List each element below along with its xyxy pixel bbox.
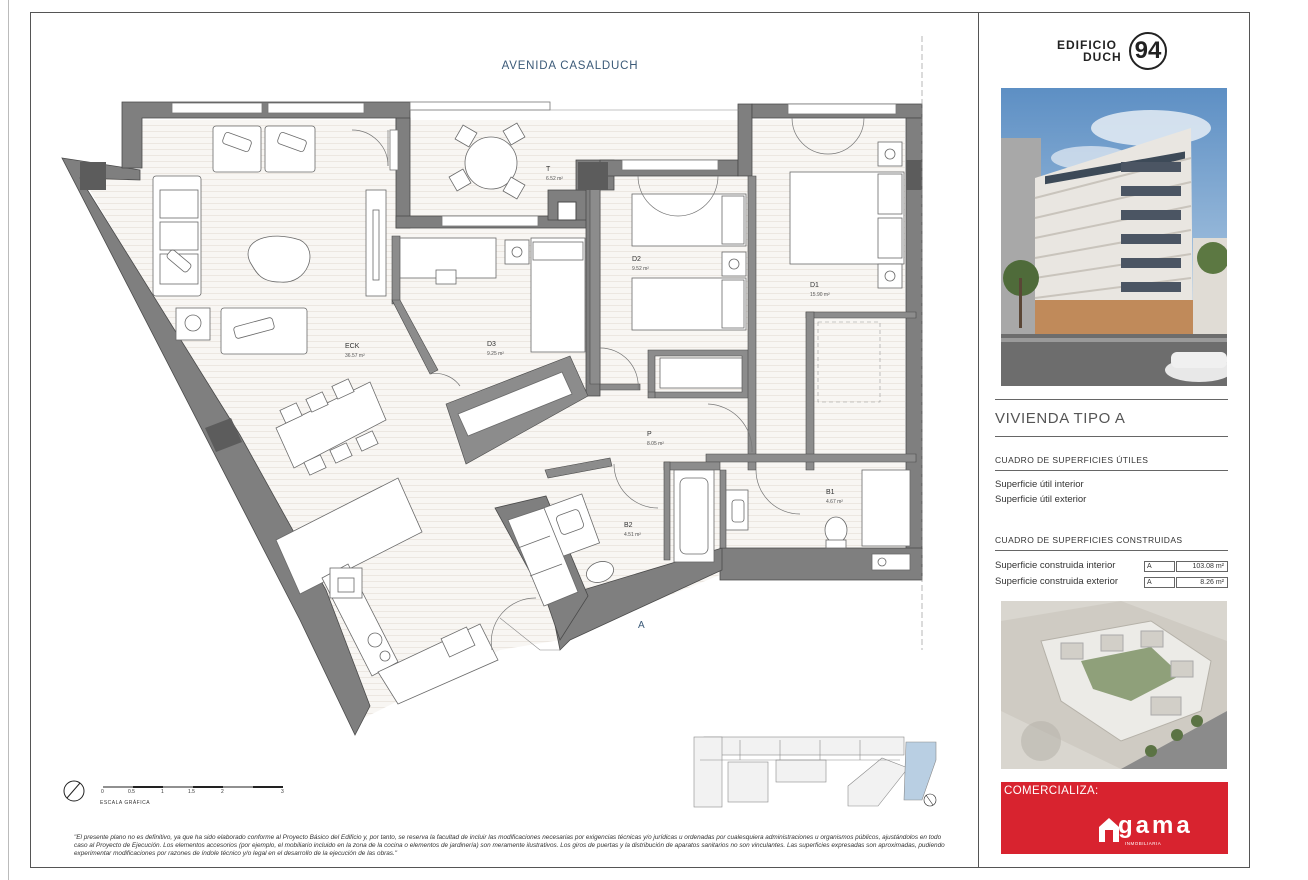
logo-word-1: EDIFICIO: [1057, 38, 1118, 52]
scale-tick: 0: [101, 789, 104, 795]
useful-surface-exterior-label: Superficie útil exterior: [995, 494, 1087, 505]
street-name: AVENIDA CASALDUCH: [501, 60, 639, 72]
key-plan: [694, 737, 936, 807]
marketer-subtitle: INMOBILIARIA: [1125, 841, 1162, 846]
room-area: 4.67 m²: [826, 499, 843, 505]
room-label-living-kitchen: [345, 342, 365, 361]
room-label-bedroom-2: [632, 255, 649, 274]
room-area: 9.52 m²: [632, 266, 649, 272]
dwelling-type-title: VIVIENDA TIPO A: [995, 410, 1126, 427]
aerial-render-image: [1001, 601, 1227, 769]
marketer-company: gama: [1118, 812, 1193, 839]
divider-line: [995, 436, 1228, 437]
built-surface-exterior-value: 8.26 m²: [1176, 577, 1228, 588]
room-label-hallway: [647, 430, 664, 449]
room-area: 15.90 m²: [810, 292, 830, 298]
room-label-bedroom-3: [487, 340, 504, 359]
built-surface-interior-label: Superficie construida interior: [995, 560, 1116, 571]
scale-bar: [64, 781, 283, 801]
room-code: ECK: [345, 343, 360, 350]
legal-disclaimer: "El presente plano no es definitivo, ya que ha sido elaborado conforme al Proyecto Básico del Edificio y, por tanto, se reserva la facultad de incluir las modificaciones necesarias por exigencias técnicas y/o jurídicas u ordenadas por cualesquiera administraciones u organismos públicos, ajustándolos en todo caso al Proyecto de Ejecución. Los elementos accesorios (por ejemplo, el mobiliario incluido en la zona de la cocina o elementos de jardinería) son meramente ilustrativos. Los giros de puertas y la distribución de aparatos sanitarios no son vinculantes. Las superficies expresadas son aproximadas, pudiendo experimentar modificaciones por razones de índole técnico y/o legal en el desarrollo de la ejecución de las obras.": [74, 834, 945, 857]
divider-line: [995, 470, 1228, 471]
built-surface-interior-value: 103.08 m²: [1176, 561, 1228, 572]
room-area: 36.57 m²: [345, 353, 365, 359]
built-surface-exterior-type: A: [1144, 577, 1175, 588]
room-code: D1: [810, 282, 819, 289]
room-code: D3: [487, 341, 496, 348]
room-area: 6.52 m²: [546, 176, 563, 182]
room-code: T: [546, 166, 551, 173]
scale-label: ESCALA GRÁFICA: [100, 800, 151, 806]
scale-tick: 2: [221, 789, 224, 795]
room-code: P: [647, 431, 652, 438]
room-area: 4.51 m²: [624, 532, 641, 538]
logo-word-2: DUCH: [1083, 50, 1122, 64]
room-label-bedroom-1: [810, 281, 830, 300]
divider-line: [995, 550, 1228, 551]
marketer-banner: [1001, 782, 1228, 854]
room-label-bathroom-2: [624, 521, 641, 540]
built-surface-exterior-label: Superficie construida exterior: [995, 576, 1119, 587]
room-code: B1: [826, 489, 835, 496]
room-area: 8.05 m²: [647, 441, 664, 447]
scale-tick: 0.5: [128, 789, 135, 795]
room-label-bathroom-1: [826, 488, 843, 507]
scale-tick: 3: [281, 789, 284, 795]
section-marker: A: [638, 620, 645, 631]
room-code: B2: [624, 522, 633, 529]
useful-surfaces-heading: CUADRO DE SUPERFICIES ÚTILES: [995, 455, 1149, 465]
scale-tick: 1.5: [188, 789, 195, 795]
built-surfaces-heading: CUADRO DE SUPERFICIES CONSTRUIDAS: [995, 535, 1183, 545]
marketer-label: COMERCIALIZA:: [1004, 785, 1099, 797]
house-logo-icon: [1099, 818, 1119, 842]
useful-surface-interior-label: Superficie útil interior: [995, 479, 1084, 490]
divider-line: [995, 399, 1228, 400]
built-surface-interior-type: A: [1144, 561, 1175, 572]
room-label-terrace: [546, 165, 563, 184]
logo-number: 94: [1129, 32, 1167, 70]
scale-tick: 1: [161, 789, 164, 795]
room-code: D2: [632, 256, 641, 263]
edificio-duch-logo: [1055, 30, 1175, 74]
room-area: 9.25 m²: [487, 351, 504, 357]
building-render-image: [1001, 88, 1227, 386]
